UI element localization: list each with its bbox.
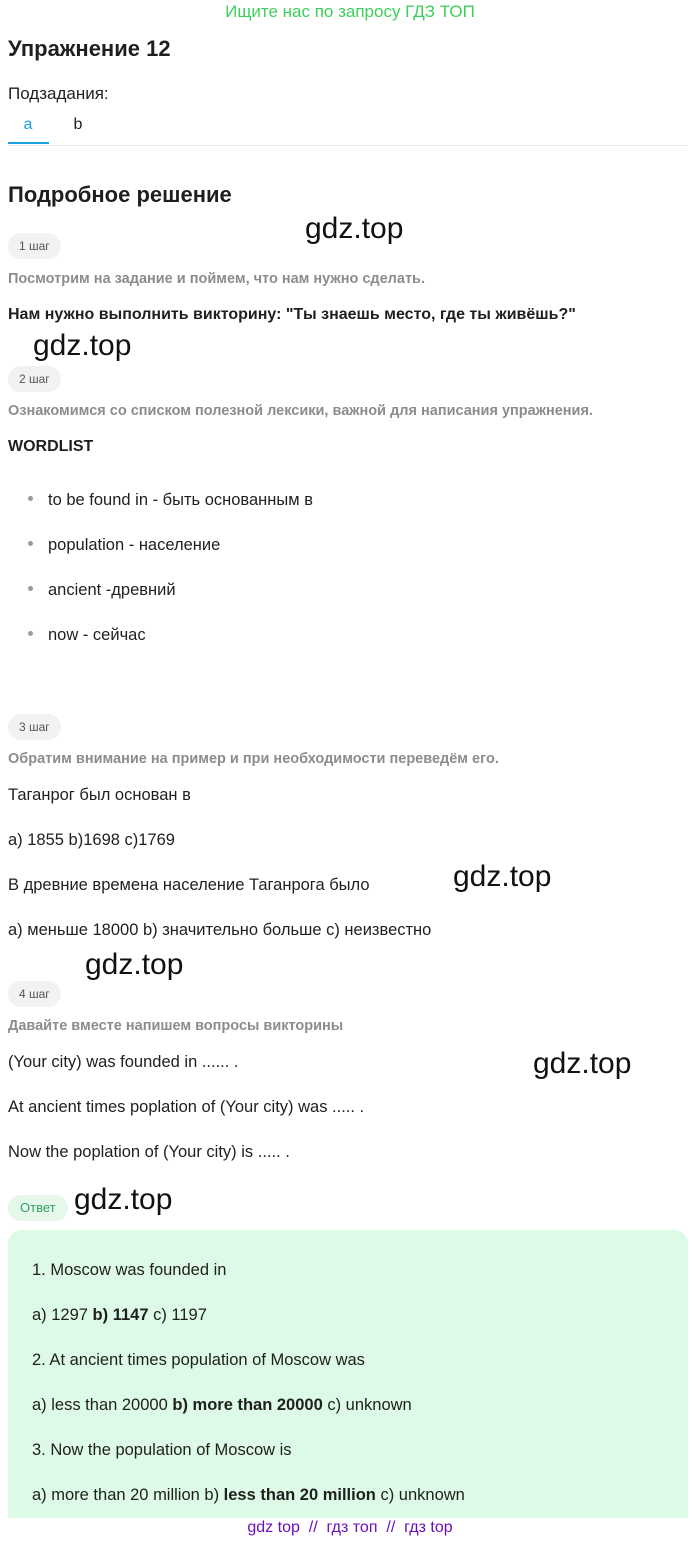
quiz-template-line: Now the poplation of (Your city) is ..... . bbox=[8, 1143, 290, 1161]
answer-option-text: a) 1297 bbox=[32, 1306, 93, 1324]
example-line: а) меньше 18000 b) значительно больше c) неизвестно bbox=[8, 921, 432, 939]
example-line: Таганрог был основан в bbox=[8, 786, 191, 804]
list-item bbox=[28, 626, 146, 645]
watermark: gdz.top bbox=[453, 860, 552, 893]
watermark: gdz.top bbox=[85, 948, 184, 981]
step-description: Ознакомимся со списком полезной лексики, важной для написания упражнения. bbox=[8, 403, 593, 419]
example-line: В древние времена население Таганрога было bbox=[8, 876, 370, 894]
answer-option-text: c) 1197 bbox=[148, 1306, 207, 1324]
answer-options bbox=[32, 1306, 207, 1325]
answer-option-text: a) more than 20 million b) bbox=[32, 1486, 224, 1504]
answer-option-text: c) unknown bbox=[375, 1486, 465, 1504]
quiz-template-line: At ancient times poplation of (Your city) was ..... . bbox=[8, 1098, 365, 1116]
answer-options bbox=[32, 1486, 465, 1505]
step-badge: 3 шаг bbox=[8, 714, 61, 740]
answer-question: 2. At ancient times population of Moscow was bbox=[32, 1351, 365, 1369]
correct-answer: b) 1147 bbox=[92, 1306, 149, 1324]
tab-b[interactable]: b bbox=[73, 116, 83, 133]
watermark: gdz.top bbox=[533, 1047, 632, 1080]
list-item bbox=[28, 491, 313, 510]
watermark: gdz.top bbox=[33, 329, 132, 362]
list-item bbox=[28, 581, 176, 600]
tabs-divider bbox=[8, 145, 687, 146]
quiz-template-line: (Your city) was founded in ...... . bbox=[8, 1053, 239, 1071]
answer-badge: Ответ bbox=[8, 1195, 68, 1221]
bullet-icon bbox=[28, 541, 33, 546]
search-banner: Ищите нас по запросу ГДЗ ТОП bbox=[225, 2, 475, 21]
exercise-title: Упражнение 12 bbox=[8, 36, 171, 61]
example-line: a) 1855 b)1698 c)1769 bbox=[8, 831, 175, 849]
answer-question: 3. Now the population of Moscow is bbox=[32, 1441, 292, 1459]
answer-option-text: a) less than 20000 bbox=[32, 1396, 173, 1414]
active-tab-indicator bbox=[8, 142, 49, 144]
step-description: Посмотрим на задание и поймем, что нам нужно сделать. bbox=[8, 271, 425, 287]
list-item-text: population - население bbox=[48, 536, 221, 554]
list-item-text: now - сейчас bbox=[48, 626, 146, 644]
correct-answer: less than 20 million bbox=[223, 1486, 376, 1504]
correct-answer: b) more than 20000 bbox=[172, 1396, 323, 1414]
step-description: Давайте вместе напишем вопросы викторины bbox=[8, 1018, 344, 1034]
list-item-text: to be found in - быть основанным в bbox=[48, 491, 313, 509]
tab-a[interactable]: a bbox=[23, 116, 33, 133]
list-item-text: ancient -древний bbox=[48, 581, 176, 599]
step-task-text: Нам нужно выполнить викторину: "Ты знаешь место, где ты живёшь?" bbox=[8, 306, 576, 323]
step-description: Обратим внимание на пример и при необходимости переведём его. bbox=[8, 751, 499, 767]
step-badge: 1 шаг bbox=[8, 233, 61, 259]
bullet-icon bbox=[28, 631, 33, 636]
subtasks-label: Подзадания: bbox=[8, 84, 109, 103]
step-badge: 4 шаг bbox=[8, 981, 61, 1007]
answer-option-text: c) unknown bbox=[322, 1396, 412, 1414]
bullet-icon bbox=[28, 496, 33, 501]
wordlist-title: WORDLIST bbox=[8, 438, 94, 455]
answer-question: 1. Moscow was founded in bbox=[32, 1261, 227, 1279]
step-badge: 2 шаг bbox=[8, 366, 61, 392]
answer-options bbox=[32, 1396, 412, 1415]
list-item bbox=[28, 536, 220, 555]
watermark: gdz.top bbox=[74, 1183, 173, 1216]
bullet-icon bbox=[28, 586, 33, 591]
footer-watermark: gdz top // гдз топ // гдз top bbox=[247, 1519, 453, 1536]
watermark: gdz.top bbox=[305, 212, 404, 245]
section-title: Подробное решение bbox=[8, 182, 232, 207]
